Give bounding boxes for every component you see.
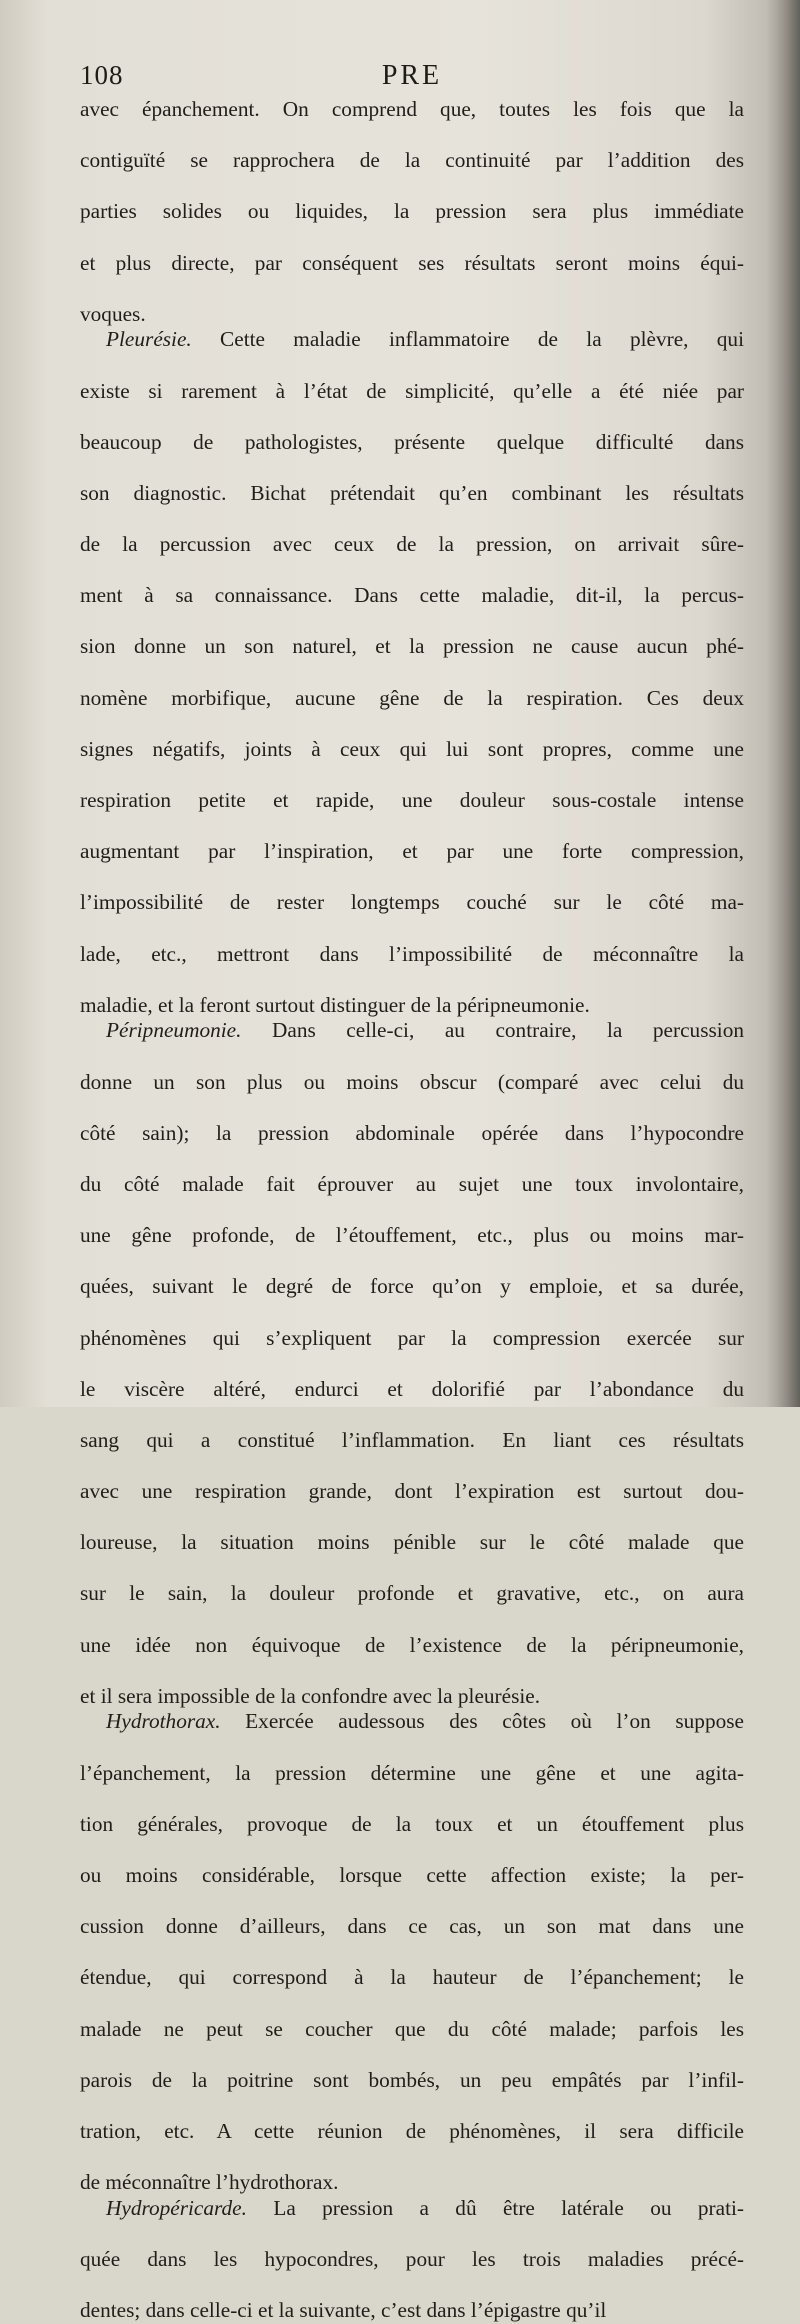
text-line: phénomènes qui s’expliquent par la compression exercée sur	[80, 1325, 744, 1350]
text-line: tration, etc. A cette réunion de phénomènes, il sera difficile	[80, 2118, 744, 2143]
text-line: beaucoup de pathologistes, présente quelque difficulté dans	[80, 429, 744, 454]
text-line: ou moins considérable, lorsque cette affection existe; la per-	[80, 1862, 744, 1887]
text-line: malade ne peut se coucher que du côté malade; parfois les	[80, 2016, 744, 2041]
body-text	[80, 97, 744, 2324]
text-line: du côté malade fait éprouver au sujet une toux involontaire,	[80, 1171, 744, 1196]
section-term: Hydrothorax.	[106, 1709, 221, 1734]
text-line: respiration petite et rapide, une douleur sous-costale intense	[80, 788, 744, 813]
text-line: sang qui a constitué l’inflammation. En liant ces résultats	[80, 1427, 744, 1452]
text-line: contiguïté se rapprochera de la continuité par l’addition des	[80, 148, 744, 173]
text-line: augmentant par l’inspiration, et par une forte compression,	[80, 839, 744, 864]
paragraph	[80, 97, 744, 327]
text-line: parties solides ou liquides, la pression sera plus immédiate	[80, 199, 744, 224]
text-line: le viscère altéré, endurci et dolorifié par l’abondance du	[80, 1376, 744, 1401]
text-line: parois de la poitrine sont bombés, un peu empâtés par l’infil-	[80, 2067, 744, 2092]
section-term: Péripneumonie.	[106, 1018, 242, 1043]
text-line: et plus directe, par conséquent ses résultats seront moins équi-	[80, 250, 744, 275]
text-line: avec épanchement. On comprend que, toutes les fois que la	[80, 97, 744, 121]
text-line: loureuse, la situation moins pénible sur le côté malade que	[80, 1530, 744, 1555]
running-head: PRE	[381, 60, 443, 91]
text-line: lade, etc., mettront dans l’impossibilité de méconnaître la	[80, 941, 744, 966]
text-line: tion générales, provoque de la toux et un étouffement plus	[80, 1811, 744, 1836]
text-line: côté sain); la pression abdominale opérée dans l’hypocondre	[80, 1120, 744, 1145]
paragraph	[80, 1018, 744, 1709]
text-line: une idée non équivoque de l’existence de la péripneumonie,	[80, 1632, 744, 1657]
text-line: de méconnaître l’hydrothorax.	[80, 2170, 339, 2195]
text-line: Exercée audessous des côtes où l’on suppose	[245, 1709, 744, 1734]
text-line: quées, suivant le degré de force qu’on y emploie, et sa durée,	[80, 1274, 744, 1299]
text-line: Cette maladie inflammatoire de la plèvre, qui	[220, 327, 744, 352]
paragraph	[80, 2196, 744, 2324]
page-number: 108	[80, 60, 124, 90]
text-line: nomène morbifique, aucune gêne de la respiration. Ces deux	[80, 685, 744, 710]
text-line: l’épanchement, la pression détermine une gêne et une agita-	[80, 1760, 744, 1785]
text-line: de la percussion avec ceux de la pression, on arrivait sûre-	[80, 532, 744, 557]
text-line: maladie, et la feront surtout distinguer de la péripneumonie.	[80, 992, 590, 1017]
text-line: existe si rarement à l’état de simplicité, qu’elle a été niée par	[80, 378, 744, 403]
section-term: Pleurésie.	[106, 327, 192, 352]
text-line: cussion donne d’ailleurs, dans ce cas, un son mat dans une	[80, 1914, 744, 1939]
paragraph	[80, 1709, 744, 2195]
section-term: Hydropéricarde.	[106, 2195, 247, 2220]
text-line: étendue, qui correspond à la hauteur de l’épanchement; le	[80, 1965, 744, 1990]
text-line: donne un son plus ou moins obscur (comparé avec celui du	[80, 1069, 744, 1094]
text-line: ment à sa connaissance. Dans cette maladie, dit-il, la percus-	[80, 583, 744, 608]
paragraph	[80, 327, 744, 1018]
text-line: signes négatifs, joints à ceux qui lui sont propres, comme une	[80, 736, 744, 761]
text-line: quée dans les hypocondres, pour les trois maladies précé-	[80, 2246, 744, 2271]
text-line: son diagnostic. Bichat prétendait qu’en combinant les résultats	[80, 480, 744, 505]
text-line: La pression a dû être latérale ou prati-	[273, 2195, 744, 2220]
text-line: sur le sain, la douleur profonde et gravative, etc., on aura	[80, 1581, 744, 1606]
text-line: voques.	[80, 301, 146, 326]
page-header	[80, 60, 744, 96]
text-line: et il sera impossible de la confondre avec la pleurésie.	[80, 1683, 541, 1708]
text-line: Dans celle-ci, au contraire, la percussion	[271, 1018, 744, 1043]
text-line: une gêne profonde, de l’étouffement, etc., plus ou moins mar-	[80, 1223, 744, 1248]
text-line: avec une respiration grande, dont l’expiration est surtout dou-	[80, 1479, 744, 1504]
text-line: dentes; dans celle-ci et la suivante, c’est dans l’épigastre qu’il	[80, 2298, 607, 2323]
text-line: l’impossibilité de rester longtemps couché sur le côté ma-	[80, 890, 744, 915]
text-line: sion donne un son naturel, et la pression ne cause aucun phé-	[80, 634, 744, 659]
